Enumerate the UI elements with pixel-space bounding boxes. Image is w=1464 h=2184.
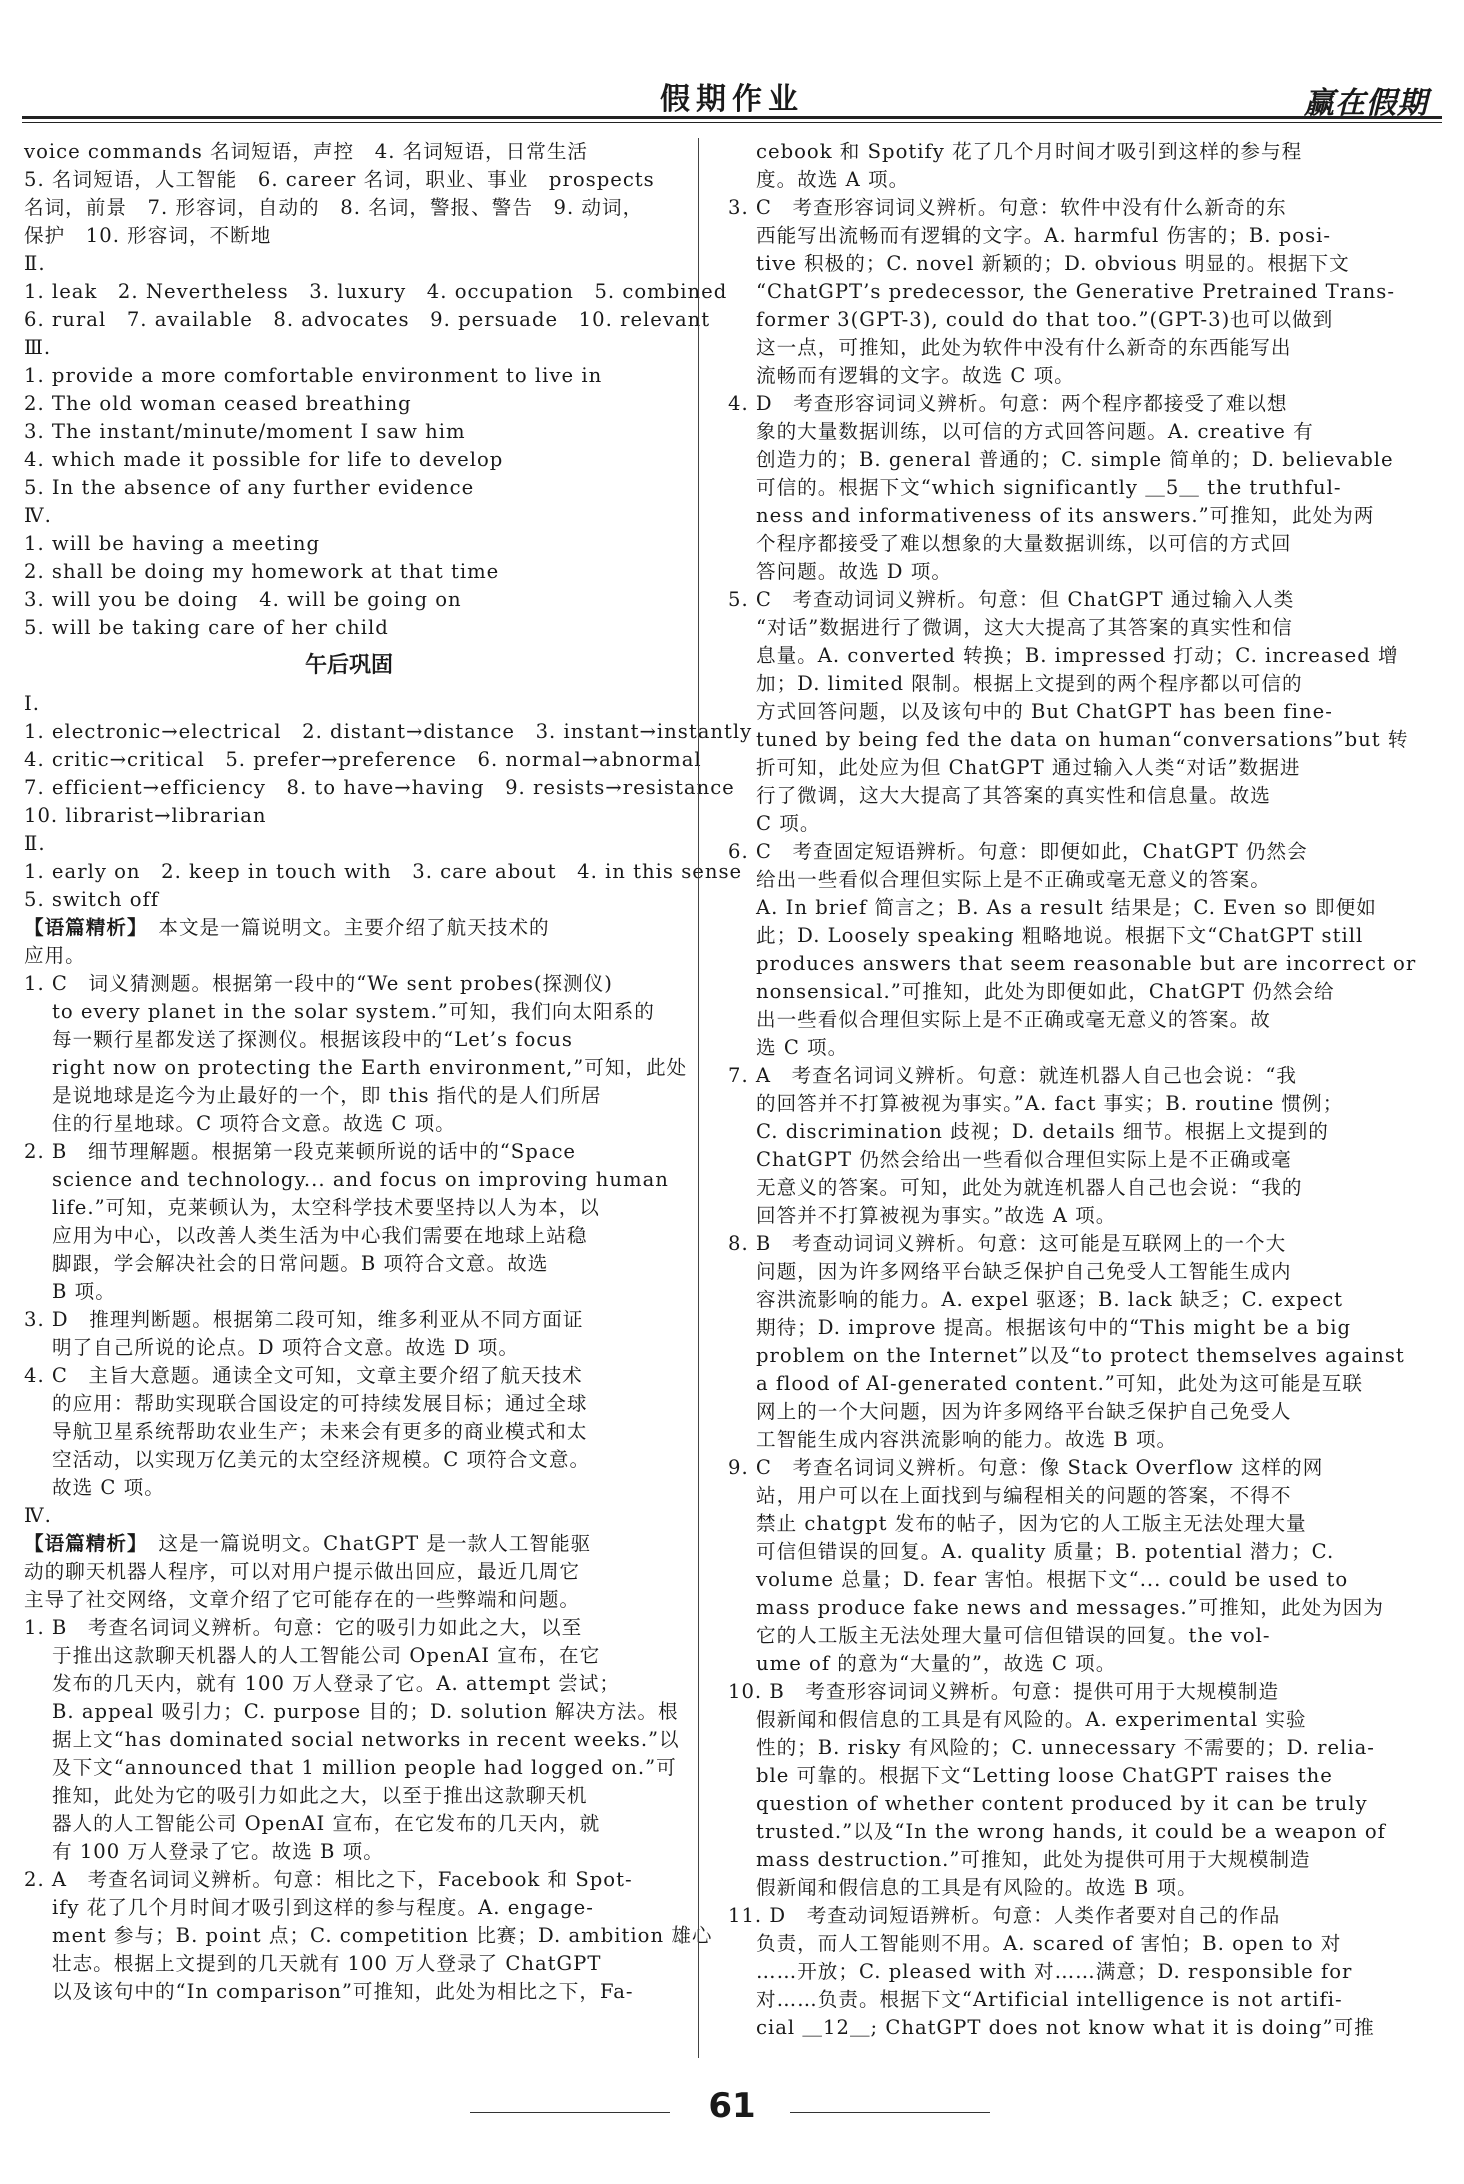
text-line: mass destruction.”可推知，此处为提供可用于大规模制造: [756, 1848, 1311, 1871]
text-line: 个程序都接受了难以想象的大量数据训练，以可信的方式回: [756, 532, 1292, 555]
text-line: 4. D 考查形容词词义辨析。句意：两个程序都接受了难以想: [728, 392, 1288, 415]
text-line: 出一些看似合理但实际上是不正确或毫无意义的答案。故: [756, 1008, 1271, 1031]
text-line: 的回答并不打算被视为事实。”A. fact 事实；B. routine 惯例；: [756, 1092, 1344, 1115]
text-line: life.”可知，克莱顿认为，太空科学技术要坚持以人为本，以: [52, 1196, 600, 1219]
brand-logo: 赢在假期: [1304, 86, 1428, 121]
text-line: 的应用：帮助实现联合国设定的可持续发展目标；通过全球: [52, 1392, 588, 1415]
text-line: 2. B 细节理解题。根据第一段克莱顿所说的话中的“Space: [24, 1140, 577, 1163]
text-line: problem on the Internet”以及“to protect themselves against: [756, 1344, 1405, 1367]
column-divider: [698, 138, 699, 2058]
text-line: 于推出这款聊天机器人的人工智能公司 OpenAI 宣布，在它: [52, 1644, 601, 1667]
analysis-tag: 【语篇精析】: [24, 916, 138, 939]
text-line: trusted.”以及“In the wrong hands, it could be a weapon of: [756, 1820, 1386, 1843]
text-line: ify 花了几个月时间才吸引到这样的参与程度。A. engage-: [52, 1896, 594, 1919]
text-line: 9. C 考查名词词义辨析。句意：像 Stack Overflow 这样的网: [728, 1456, 1324, 1479]
text-line: 无意义的答案。可知，此处为就连机器人自己也会说：“我的: [756, 1176, 1303, 1199]
text-line: former 3(GPT-3), could do that too.”(GPT-3)也可以做到: [756, 308, 1334, 331]
footer-rule-right: [790, 2112, 990, 2113]
text-line: mass produce fake news and messages.”可推知，此处为因为: [756, 1596, 1384, 1619]
text-line: 1. early on 2. keep in touch with 3. care about 4. in this sense: [24, 860, 743, 883]
text-line: 此；D. Loosely speaking 粗略地说。根据下文“ChatGPT still: [756, 924, 1364, 947]
text-line: 1. will be having a meeting: [24, 532, 321, 555]
text-line-content: 本文是一篇说明文。主要介绍了航天技术的: [137, 916, 550, 939]
text-line: 负责，而人工智能则不用。A. scared of 害怕；B. open to 对: [756, 1932, 1342, 1955]
text-line: 4. C 主旨大意题。通读全文可知，文章主要介绍了航天技术: [24, 1364, 583, 1387]
text-line: 流畅而有逻辑的文字。故选 C 项。: [756, 364, 1075, 387]
text-line: 答问题。故选 D 项。: [756, 560, 952, 583]
text-line: C 项。: [756, 812, 821, 835]
text-line: 导航卫星系统帮助农业生产；未来会有更多的商业模式和太: [52, 1420, 588, 1443]
text-line: 2. A 考查名词词义辨析。句意：相比之下，Facebook 和 Spot-: [24, 1868, 633, 1891]
text-line: 动的聊天机器人程序，可以对用户提示做出回应，最近几周它: [24, 1560, 581, 1583]
text-line: 4. which made it possible for life to develop: [24, 448, 504, 471]
text-line: 对……负责。根据下文“Artificial intelligence is not artifi-: [756, 1988, 1343, 2011]
text-line: A. In brief 简言之；B. As a result 结果是；C. Even so 即便如: [756, 896, 1377, 919]
text-line: 3. D 推理判断题。根据第二段可知，维多利亚从不同方面证: [24, 1308, 584, 1331]
text-line: 5. In the absence of any further evidence: [24, 476, 475, 499]
text-line: 是说地球是迄今为止最好的一个，即 this 指代的是人们所居: [52, 1084, 602, 1107]
text-line: cial ＿12＿; ChatGPT does not know what it is doing”可推: [756, 2016, 1375, 2039]
header-title: 假期作业: [660, 82, 804, 117]
text-line: 期待；D. improve 提高。根据该句中的“This might be a big: [756, 1316, 1352, 1339]
text-line: 7. efficient→efficiency 8. to have→having 9. resists→resistance: [24, 776, 735, 799]
text-line: 每一颗行星都发送了探测仪。根据该段中的“Let’s focus: [52, 1028, 573, 1051]
text-line: tuned by being fed the data on human“conversations”but 转: [756, 728, 1409, 751]
analysis-tag: 【语篇精析】: [24, 1532, 138, 1555]
page-header: [0, 0, 1464, 150]
text-line: question of whether content produced by it can be truly: [756, 1792, 1368, 1815]
text-line: 工智能生成内容洪流影响的能力。故选 B 项。: [756, 1428, 1178, 1451]
text-line: science and technology... and focus on improving human: [52, 1168, 669, 1191]
text-line: 故选 C 项。: [52, 1476, 165, 1499]
text-line: tive 积极的；C. novel 新颖的；D. obvious 明显的。根据下文: [756, 252, 1350, 275]
left-column: [24, 138, 753, 2006]
text-line: ness and informativeness of its answers.”可推知，此处为两: [756, 504, 1375, 527]
text-line: 以及该句中的“In comparison”可推知，此处为相比之下，Fa-: [52, 1980, 634, 2003]
text-line: 加；D. limited 限制。根据上文提到的两个程序都以可信的: [756, 672, 1303, 695]
text-line: 名词，前景 7. 形容词，自动的 8. 名词，警报、警告 9. 动词，: [24, 196, 644, 219]
text-line: 明了自己所说的论点。D 项符合文意。故选 D 项。: [52, 1336, 519, 1359]
text-line: [24, 914, 674, 942]
text-line: 假新闻和假信息的工具是有风险的。故选 B 项。: [756, 1876, 1198, 1899]
text-line: 息量。A. converted 转换；B. impressed 打动；C. increased 增: [756, 644, 1399, 667]
text-line: 推知，此处为它的吸引力如此之大，以至于推出这款聊天机: [52, 1784, 588, 1807]
text-line: 10. B 考查形容词词义辨析。句意：提供可用于大规模制造: [728, 1680, 1280, 1703]
text-line: 器人的人工智能公司 OpenAI 宣布，在它发布的几天内，就: [52, 1812, 601, 1835]
text-line: 问题，因为许多网络平台缺乏保护自己免受人工智能生成内: [756, 1260, 1292, 1283]
text-line: 5. switch off: [24, 888, 160, 911]
text-line: 应用。: [24, 944, 86, 967]
text-line: 1. electronic→electrical 2. distant→distance 3. instant→instantly: [24, 720, 753, 743]
text-line: 站，用户可以在上面找到与编程相关的问题的答案，不得不: [756, 1484, 1292, 1507]
text-line-content: 这是一篇说明文。ChatGPT 是一款人工智能驱: [137, 1532, 592, 1555]
text-line: Ⅱ.: [24, 832, 46, 855]
text-line: 有 100 万人登录了它。故选 B 项。: [52, 1840, 384, 1863]
text-line: 容洪流影响的能力。A. expel 驱逐；B. lack 缺乏；C. expect: [756, 1288, 1344, 1311]
text-line: to every planet in the solar system.”可知，我们向太阳系的: [52, 1000, 655, 1023]
text-line: 它的人工版主无法处理大量可信但错误的回复。the vol-: [756, 1624, 1271, 1647]
text-line: 象的大量数据训练，以可信的方式回答问题。A. creative 有: [756, 420, 1314, 443]
text-line: 7. A 考查名词词义辨析。句意：就连机器人自己也会说：“我: [728, 1064, 1297, 1087]
text-line: ChatGPT 仍然会给出一些看似合理但实际上是不正确或毫: [756, 1148, 1292, 1171]
text-line: 5. 名词短语，人工智能 6. career 名词，职业、事业 prospects: [24, 168, 655, 191]
text-line: nonsensical.”可推知，此处为即便如此，ChatGPT 仍然会给: [756, 980, 1335, 1003]
text-line: Ⅳ.: [24, 1504, 52, 1527]
text-line: 3. will you be doing 4. will be going on: [24, 588, 462, 611]
text-line: ……开放；C. pleased with 对……满意；D. responsible for: [756, 1960, 1353, 1983]
text-line: 6. rural 7. available 8. advocates 9. persuade 10. relevant: [24, 308, 711, 331]
page-number: 61: [708, 2086, 756, 2126]
text-line: B. appeal 吸引力；C. purpose 目的；D. solution 解决方法。根: [52, 1700, 679, 1723]
text-line: 给出一些看似合理但实际上是不正确或毫无意义的答案。: [756, 868, 1271, 891]
text-line: 1. leak 2. Nevertheless 3. luxury 4. occupation 5. combined: [24, 280, 728, 303]
text-line: a flood of AI-generated content.”可知，此处为这可能是互联: [756, 1372, 1363, 1395]
text-line: 回答并不打算被视为事实。”故选 A 项。: [756, 1204, 1117, 1227]
text-line: 住的行星地球。C 项符合文意。故选 C 项。: [52, 1112, 456, 1135]
text-line: 行了微调，这大大提高了其答案的真实性和信息量。故选: [756, 784, 1271, 807]
text-line: cebook 和 Spotify 花了几个月时间才吸引到这样的参与程: [756, 140, 1303, 163]
text-line: “对话”数据进行了微调，这大大提高了其答案的真实性和信: [756, 616, 1293, 639]
text-line: 8. B 考查动词词义辨析。句意：这可能是互联网上的一个大: [728, 1232, 1287, 1255]
text-line: ume of 的意为“大量的”，故选 C 项。: [756, 1652, 1117, 1675]
text-line: 1. provide a more comfortable environment to live in: [24, 364, 603, 387]
text-line: 保护 10. 形容词，不断地: [24, 224, 272, 247]
text-line: 网上的一个大问题，因为许多网络平台缺乏保护自己免受人: [756, 1400, 1292, 1423]
text-line: 3. The instant/minute/moment I saw him: [24, 420, 466, 443]
text-line: Ⅱ.: [24, 252, 46, 275]
header-rule-thin: [22, 122, 1442, 123]
text-line: B 项。: [52, 1280, 116, 1303]
text-line: 3. C 考查形容词词义辨析。句意：软件中没有什么新奇的东: [728, 196, 1287, 219]
text-line: 应用为中心，以改善人类生活为中心我们需要在地球上站稳: [52, 1224, 588, 1247]
section-heading: 午后巩固: [304, 653, 393, 678]
footer-rule-left: [470, 2112, 670, 2113]
text-line: Ⅲ.: [24, 336, 52, 359]
text-line: produces answers that seem reasonable but are incorrect or: [756, 952, 1417, 975]
text-line: 5. will be taking care of her child: [24, 616, 389, 639]
text-line: 11. D 考查动词短语辨析。句意：人类作者要对自己的作品: [728, 1904, 1281, 1927]
text-line: 度。故选 A 项。: [756, 168, 910, 191]
text-line: 4. critic→critical 5. prefer→preference 6. normal→abnormal: [24, 748, 702, 771]
text-line: 主导了社交网络，文章介绍了它可能存在的一些弊端和问题。: [24, 1588, 581, 1611]
text-line: 发布的几天内，就有 100 万人登录了它。A. attempt 尝试；: [52, 1672, 620, 1695]
text-line: 创造力的；B. general 普通的；C. simple 简单的；D. believable: [756, 448, 1394, 471]
text-line: 方式回答问题，以及该句中的 But ChatGPT has been fine-: [756, 700, 1333, 723]
text-line: 壮志。根据上文提到的几天就有 100 万人登录了 ChatGPT: [52, 1952, 602, 1975]
text-line: ment 参与；B. point 点；C. competition 比赛；D. ambition 雄心: [52, 1924, 713, 1947]
text-line: voice commands 名词短语，声控 4. 名词短语，日常生活: [24, 140, 589, 163]
text-line: 及下文“announced that 1 million people had logged on.”可: [52, 1756, 677, 1779]
text-line: 2. The old woman ceased breathing: [24, 392, 412, 415]
text-line: 选 C 项。: [756, 1036, 849, 1059]
text-line: volume 总量；D. fear 害怕。根据下文“... could be used to: [756, 1568, 1349, 1591]
page-footer: [0, 2080, 1464, 2140]
text-line: 6. C 考查固定短语辨析。句意：即便如此，ChatGPT 仍然会: [728, 840, 1308, 863]
text-line: 据上文“has dominated social networks in recent weeks.”以: [52, 1728, 680, 1751]
text-line: 可信但错误的回复。A. quality 质量；B. potential 潜力；C.: [756, 1540, 1335, 1563]
text-line: 假新闻和假信息的工具是有风险的。A. experimental 实验: [756, 1708, 1307, 1731]
text-line: 折可知，此处应为但 ChatGPT 通过输入人类“对话”数据进: [756, 756, 1301, 779]
text-line: 1. C 词义猜测题。根据第一段中的“We sent probes(探测仪): [24, 972, 613, 995]
text-line: 这一点，可推知，此处为软件中没有什么新奇的东西能写出: [756, 336, 1292, 359]
right-column: [728, 138, 1417, 2042]
text-line: 西能写出流畅而有逻辑的文字。A. harmful 伤害的；B. posi-: [756, 224, 1332, 247]
text-line: “ChatGPT’s predecessor, the Generative Pretrained Trans-: [756, 280, 1395, 303]
text-line: 性的；B. risky 有风险的；C. unnecessary 不需要的；D. relia-: [756, 1736, 1375, 1759]
text-line: 10. librarist→librarian: [24, 804, 267, 827]
text-line: 可信的。根据下文“which significantly ＿5＿ the truthful-: [756, 476, 1342, 499]
text-line: ble 可靠的。根据下文“Letting loose ChatGPT raises the: [756, 1764, 1333, 1787]
text-line: Ⅳ.: [24, 504, 52, 527]
text-line: [24, 1530, 674, 1558]
text-line: 5. C 考查动词词义辨析。句意：但 ChatGPT 通过输入人类: [728, 588, 1295, 611]
text-line: Ⅰ.: [24, 692, 40, 715]
header-rule-thick: [22, 116, 1442, 119]
text-line: 2. shall be doing my homework at that time: [24, 560, 500, 583]
text-line: right now on protecting the Earth environment,”可知，此处: [52, 1056, 688, 1079]
text-line: C. discrimination 歧视；D. details 细节。根据上文提到的: [756, 1120, 1329, 1143]
text-line: 禁止 chatgpt 发布的帖子，因为它的人工版主无法处理大量: [756, 1512, 1307, 1535]
text-line: 1. B 考查名词词义辨析。句意：它的吸引力如此之大，以至: [24, 1616, 583, 1639]
text-line: 空活动，以实现万亿美元的太空经济规模。C 项符合文意。: [52, 1448, 591, 1471]
text-line: 脚跟，学会解决社会的日常问题。B 项符合文意。故选: [52, 1252, 549, 1275]
